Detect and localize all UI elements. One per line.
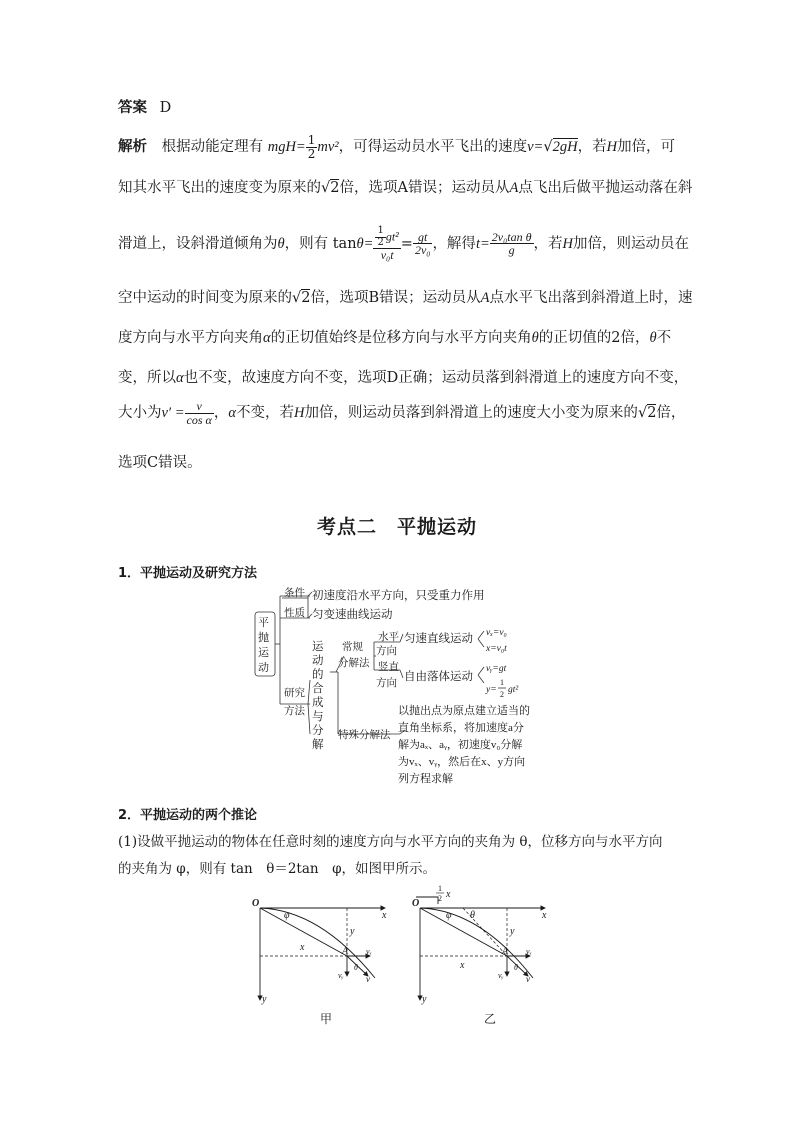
text: 倍， (656, 405, 686, 422)
phi-label: φ (446, 910, 452, 921)
analysis-label: 解析 (118, 139, 147, 156)
text: 也不变，故速度方向不变，选项D正确；运动员落到斜滑道上的速度方向不变， (183, 370, 689, 386)
origin-label: O (252, 898, 260, 909)
formula: mgH= (267, 139, 306, 156)
analysis-line-3 (118, 226, 689, 262)
half-x-label: x (446, 889, 451, 900)
text: 空中运动的时间变为原来的 (118, 290, 292, 306)
analysis-line-4: 空中运动的时间变为原来的√2倍，选项B错误；运动员从A点水平飞出落到斜滑道上时，速 (118, 290, 693, 306)
analysis-line-7: 大小为v′ = $\frac{v}{\text{cos α}}$ ，α不变，若H加倍，则运动员落到斜滑道上的速度大小变为原来的√2倍， (118, 399, 686, 427)
formula: v= (527, 139, 544, 156)
formula: v′ = (161, 405, 185, 422)
vy-label: vᵧ (498, 971, 504, 980)
fraction (490, 231, 534, 257)
section-title: 考点二 平抛运动 (316, 516, 477, 538)
text: 的正切值的2倍， (538, 330, 650, 346)
y-label: y (510, 926, 515, 937)
fraction (413, 231, 433, 257)
A-label: A (342, 946, 349, 957)
origin-label: O (412, 898, 420, 909)
formula: H (606, 139, 618, 156)
frac-num: 1 (377, 225, 384, 236)
frac-den: 2v₀ (414, 243, 431, 258)
text: 不变，若 (235, 405, 294, 422)
horizontal-2: 方向 (376, 646, 397, 657)
compose-char: 成 (312, 697, 324, 709)
cond-label: 条件 (284, 588, 305, 599)
frac-den: 2 (377, 236, 384, 248)
root-char: 平 (258, 617, 269, 629)
h-eq1: vₓ=v₀ (486, 628, 507, 638)
text: ，若 (577, 139, 607, 156)
item2-title: 2．平抛运动的两个推论 (118, 808, 258, 823)
half-den: 2 (438, 894, 442, 903)
answer-line (118, 96, 171, 117)
sqrt-content: 2 (301, 290, 311, 306)
fraction (185, 400, 214, 426)
normal-1: 常规 (342, 642, 363, 653)
vx-label: vₓ (366, 947, 372, 956)
analysis-line-6 (118, 366, 688, 387)
analysis-line-5 (118, 326, 671, 347)
frac-den: 2 (307, 146, 316, 161)
nature-text: 匀变速曲线运动 (312, 609, 393, 621)
sqrt-content: 2 (647, 405, 657, 422)
item2-p2: 的夹角为 φ，则有 tan θ＝2tan φ，如图甲所示。 (118, 861, 437, 877)
formula: θ= (356, 235, 374, 252)
x-axis-label: x (382, 910, 387, 921)
text: ，则有 tan (284, 235, 357, 252)
text: ，解得 (432, 235, 476, 252)
frac-den: cos α (186, 412, 212, 427)
root-char: 运 (258, 647, 269, 659)
analysis-line-2: 知其水平飞出的速度变为原来的√2倍，选项A错误；运动员从A点飞出后做平抛运动落在斜 (118, 180, 693, 196)
x-label: x (460, 960, 465, 971)
compose-char: 的 (312, 669, 324, 681)
horizontal-1: 水平 (378, 632, 399, 643)
vertical-text: 自由落体运动 (404, 671, 473, 683)
frac-num: v (185, 400, 214, 414)
vertical-1: 竖直 (378, 662, 399, 673)
formula: A (509, 180, 519, 196)
special-line-2: 直角坐标系，将加速度a分 (398, 722, 524, 734)
text: 大小为 (118, 405, 162, 422)
v-eq1: vᵧ=gt (486, 664, 507, 674)
item1-title: 1．平抛运动及研究方法 (118, 566, 258, 581)
root-char: 动 (258, 662, 269, 674)
vertical-2: 方向 (376, 678, 397, 689)
compose-char: 运 (312, 641, 324, 653)
frac-den: v₀t (380, 248, 394, 262)
text: 加倍，可 (617, 139, 676, 156)
text: ，若 (533, 235, 563, 252)
frac-num: 2v₀tan θ (491, 229, 532, 244)
frac-den: g (508, 243, 515, 258)
x-label: x (300, 942, 305, 953)
h-eq2: x=v₀t (486, 644, 507, 654)
x-axis-label: x (542, 910, 547, 921)
formula: H (562, 235, 573, 252)
mindmap-diagram (240, 584, 580, 800)
displacement-line (420, 908, 507, 956)
v-eq2-num: 1 (500, 678, 504, 687)
fraction-half (375, 226, 385, 248)
y-axis-label: y (422, 994, 427, 1005)
analysis-line-8 (118, 451, 202, 472)
compose-char: 分 (312, 725, 324, 737)
analysis-line-1: 解析 根据动能定理有 mgH= $\frac{1}{2}$ mv²，可得运动员水平飞出的速度v=√2gH，若H加倍，可 (118, 133, 676, 161)
method-label-1: 研究 (284, 688, 305, 699)
theta-top-label: θ (470, 910, 475, 921)
formula: α (176, 370, 184, 386)
text: = (400, 235, 413, 252)
answer-value: D (159, 100, 172, 116)
formula: θ (649, 330, 657, 346)
text: ， (213, 405, 229, 422)
text: 的正切值始终是位移方向与水平方向夹角 (270, 330, 532, 346)
formula: t= (475, 235, 490, 252)
phi-label: φ (284, 910, 290, 921)
v-eq2-lhs: y= (486, 685, 497, 695)
v-eq2-den: 2 (500, 690, 504, 699)
frac-num (373, 226, 400, 249)
sqrt-content: 2 (330, 180, 340, 196)
item2-p1: (1)设做平抛运动的物体在任意时刻的速度方向与水平方向的夹角为 θ，位移方向与水平方向 (118, 834, 663, 850)
y-label: y (350, 926, 355, 937)
text: 度方向与水平方向夹角 (118, 330, 263, 346)
v-label: v (526, 974, 530, 984)
theta-label: θ (354, 963, 358, 972)
figure-yi (408, 882, 558, 1010)
text: 倍，选项A错误；运动员从 (339, 180, 510, 196)
text: 点飞出后做平抛运动落在斜 (518, 180, 693, 196)
compose-char: 动 (312, 655, 324, 667)
compose-char: 解 (312, 739, 324, 751)
horizontal-text: 匀速直线运动 (404, 633, 473, 645)
formula: H (293, 405, 305, 422)
text: 不 (656, 330, 672, 346)
vy-label: vᵧ (338, 971, 344, 980)
special-line-3: 解为aₓ、aᵧ，初速度v₀分解 (398, 739, 523, 751)
frac-num: gt (413, 231, 433, 245)
figure-jia (250, 890, 400, 1010)
special-line-5: 列方程求解 (398, 773, 453, 785)
y-axis-label: y (262, 994, 267, 1005)
text: 知其水平飞出的速度变为原来的 (118, 180, 321, 196)
formula: mv² (317, 139, 339, 156)
text: 点水平飞出落到斜滑道上时，速 (489, 290, 693, 306)
special-label: 特殊分解法 (338, 730, 391, 741)
formula: θ (277, 235, 285, 252)
root-char: 抛 (258, 632, 269, 644)
formula: θ (531, 330, 539, 346)
formula: α (263, 330, 271, 346)
nature-label: 性质 (284, 608, 305, 619)
answer-label: 答案 (118, 100, 147, 116)
frac-num: 1 (307, 133, 316, 147)
v-label: v (366, 974, 370, 984)
text: 变，所以 (118, 370, 176, 386)
text: ，可得运动员水平飞出的速度 (338, 139, 528, 156)
fraction-ratio (373, 226, 400, 262)
formula: α (228, 405, 236, 422)
half-num: 1 (438, 884, 442, 893)
cond-text: 初速度沿水平方向，只受重力作用 (312, 590, 485, 602)
formula: A (480, 290, 490, 306)
vx-label: vₓ (526, 947, 532, 956)
compose-char: 与 (312, 711, 324, 723)
method-label-2: 方法 (284, 706, 305, 717)
compose-char: 合 (312, 683, 324, 695)
special-line-1: 以抛出点为原点建立适当的 (398, 705, 530, 717)
text: 加倍，则运动员在 (572, 235, 689, 252)
fraction-half (306, 134, 318, 160)
text: 倍，选项B错误；运动员从 (310, 290, 481, 306)
text: 选项C错误。 (118, 455, 202, 471)
normal-2: 分解法 (338, 658, 370, 669)
text: 滑道上，设斜滑道倾角为 (118, 235, 278, 252)
v-eq2-rest: gt² (508, 685, 519, 695)
sqrt-content: 2gH (552, 139, 578, 156)
text: 加倍，则运动员落到斜滑道上的速度大小变为原来的 (304, 405, 638, 422)
A-label: A (502, 946, 509, 957)
caption-yi: 乙 (484, 1012, 497, 1026)
theta-label: θ (514, 963, 518, 972)
formula: gt² (385, 229, 399, 244)
caption-jia: 甲 (320, 1012, 333, 1026)
special-line-4: 为vₓ、vᵧ，然后在x、y方向 (398, 756, 526, 768)
text: 根据动能定理有 (161, 139, 264, 156)
